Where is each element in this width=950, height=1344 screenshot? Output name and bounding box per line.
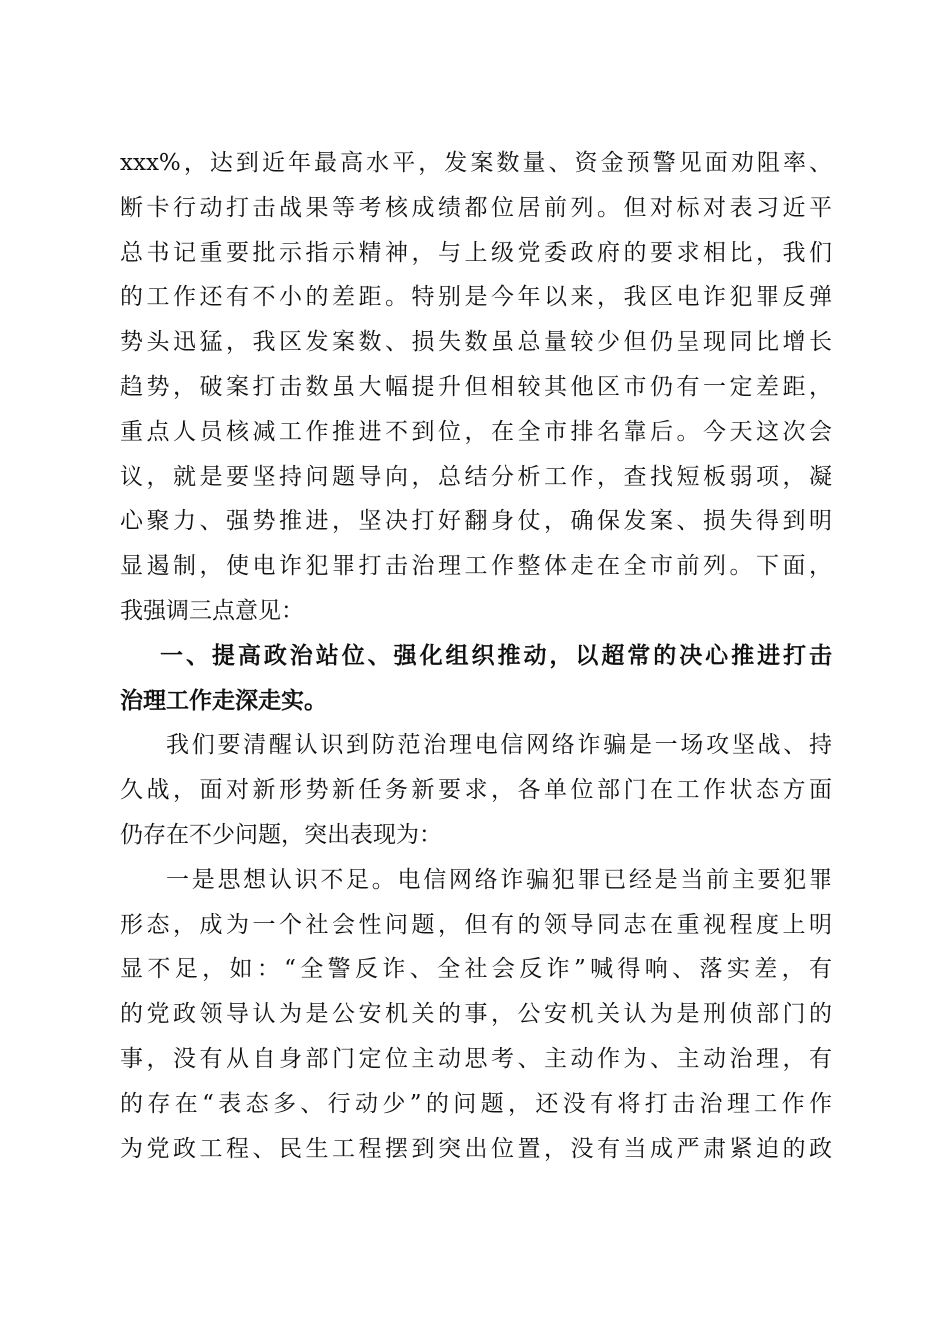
paragraph-first-line: 我们要清醒认识到防范治理电信网络诈骗是一场攻坚战、持 xyxy=(166,732,832,759)
text-line: xxx%，达到近年最高水平，发案数量、资金预警见面劝阻率、 xyxy=(120,150,832,176)
text-line: 我强调三点意见： xyxy=(120,597,304,624)
text-line: 为党政工程、民生工程摆到突出位置，没有当成严肃紧迫的政 xyxy=(120,1135,832,1162)
text-line: 显不足，如：“全警反诈、全社会反诈”喊得响、落实差，有 xyxy=(120,956,832,983)
text-line: 势头迅猛，我区发案数、损失数虽总量较少但仍呈现同比增长 xyxy=(120,329,832,356)
text-line: 形态，成为一个社会性问题，但有的领导同志在重视程度上明 xyxy=(120,911,832,938)
text-line: 重点人员核减工作推进不到位，在全市排名靠后。今天这次会 xyxy=(120,418,832,445)
text-line: 的党政领导认为是公安机关的事，公安机关认为是刑侦部门的 xyxy=(120,1001,832,1028)
text-line: 总书记重要批示指示精神，与上级党委政府的要求相比，我们 xyxy=(120,239,832,266)
text-line: 久战，面对新形势新任务新要求，各单位部门在工作状态方面 xyxy=(120,777,832,804)
text-line: 心聚力、强势推进，坚决打好翻身仗，确保发案、损失得到明 xyxy=(120,508,832,535)
text-line: 显遏制，使电诈犯罪打击治理工作整体走在全市前列。下面， xyxy=(120,553,832,580)
text-line: 仍存在不少问题，突出表现为： xyxy=(120,821,442,848)
text-line: 的存在“表态多、行动少”的问题，还没有将打击治理工作作 xyxy=(120,1090,832,1117)
section-heading: 一、提高政治站位、强化组织推动，以超常的决心推进打击 xyxy=(160,642,832,669)
document-body xyxy=(120,141,832,1171)
text-line: 趋势，破案打击数虽大幅提升但相较其他区市仍有一定差距， xyxy=(120,373,832,400)
section-heading-continuation: 治理工作走深走实。 xyxy=(120,687,327,714)
text-line: 议，就是要坚持问题导向，总结分析工作，查找短板弱项，凝 xyxy=(120,463,832,490)
text-line: 事，没有从自身部门定位主动思考、主动作为、主动治理，有 xyxy=(120,1045,832,1072)
text-line: 断卡行动打击战果等考核成绩都位居前列。但对标对表习近平 xyxy=(120,194,832,221)
paragraph-first-line: 一是思想认识不足。电信网络诈骗犯罪已经是当前主要犯罪 xyxy=(166,866,832,893)
text-line: 的工作还有不小的差距。特别是今年以来，我区电诈犯罪反弹 xyxy=(120,284,832,311)
